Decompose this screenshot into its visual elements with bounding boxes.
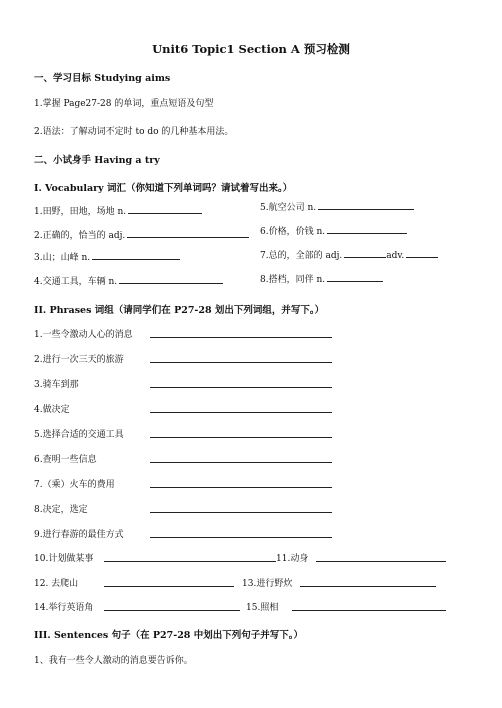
answer-line-15[interactable] <box>292 610 446 611</box>
vocab-item-7: 7.总的，全部的 adj. adv. <box>260 248 438 261</box>
answer-line-11[interactable] <box>316 561 446 562</box>
phrase-item-15: 15.照相 <box>246 603 279 613</box>
phrase-item-14: 14.举行英语角 <box>34 603 94 613</box>
answer-line-4[interactable] <box>150 412 332 413</box>
vocab-item-8: 8.搭档，同伴 n. <box>260 272 383 285</box>
sentence-item-1: 1、我有一些令人激动的消息要告诉你。 <box>34 656 193 666</box>
aim-item-2: 2.语法：了解动词不定时 to do 的几种基本用法。 <box>34 127 234 137</box>
phrase-item-3: 3.骑车到那 <box>34 380 79 390</box>
section-1-heading: 一、学习目标 Studying aims <box>34 73 171 84</box>
answer-line-3[interactable] <box>150 387 332 388</box>
vocabulary-heading: I. Vocabulary 词汇（你知道下列单词吗？请试着写出来。） <box>34 183 293 194</box>
page-title: Unit6 Topic1 Section A 预习检测 <box>152 42 350 56</box>
phrase-item-9: 9.进行春游的最佳方式 <box>34 530 124 540</box>
vocab-item-1: 1.田野，田地，场地 n. <box>34 204 202 217</box>
phrase-item-11: 11.动身 <box>276 554 309 564</box>
answer-line-14[interactable] <box>104 610 240 611</box>
phrase-item-8: 8.决定，选定 <box>34 505 88 515</box>
phrase-item-1: 1.一些令激动人心的消息 <box>34 330 133 340</box>
answer-line-2[interactable] <box>150 362 332 363</box>
answer-line-5[interactable] <box>150 437 332 438</box>
vocab-item-3: 3.山；山峰 n. <box>34 250 180 263</box>
answer-line-9[interactable] <box>150 537 332 538</box>
aim-item-1: 1.掌握 Page27-28 的单词，重点短语及句型 <box>34 99 214 109</box>
phrase-item-5: 5.选择合适的交通工具 <box>34 430 124 440</box>
phrase-item-10: 10.计划做某事 <box>34 554 94 564</box>
vocab-item-5: 5.航空公司 n. <box>260 200 414 213</box>
answer-line-1[interactable] <box>150 337 332 338</box>
answer-line-12[interactable] <box>104 586 234 587</box>
answer-line-6[interactable] <box>150 462 332 463</box>
phrase-item-4: 4.做决定 <box>34 405 70 415</box>
section-2-heading: 二、小试身手 Having a try <box>34 155 160 166</box>
vocab-item-2: 2.正确的，恰当的 adj. <box>34 228 249 241</box>
phrase-item-7: 7.（乘）火车的费用 <box>34 480 115 490</box>
answer-line-13[interactable] <box>300 586 436 587</box>
answer-line-7[interactable] <box>150 487 332 488</box>
phrases-heading: II. Phrases 词组（请同学们在 P27-28 划出下列词组，并写下。） <box>34 305 325 316</box>
phrase-item-12: 12. 去爬山 <box>34 579 79 589</box>
phrase-item-6: 6.查明一些信息 <box>34 455 97 465</box>
phrase-item-2: 2.进行一次三天的旅游 <box>34 355 124 365</box>
sentences-heading: III. Sentences 句子（在 P27-28 中划出下列句子并写下。） <box>34 630 303 641</box>
phrase-item-13: 13.进行野炊 <box>242 579 293 589</box>
answer-line-10[interactable] <box>104 561 276 562</box>
vocab-item-4: 4.交通工具，车辆 n. <box>34 274 223 287</box>
answer-line-8[interactable] <box>150 512 332 513</box>
vocab-item-6: 6.价格，价钱 n. <box>260 224 407 237</box>
